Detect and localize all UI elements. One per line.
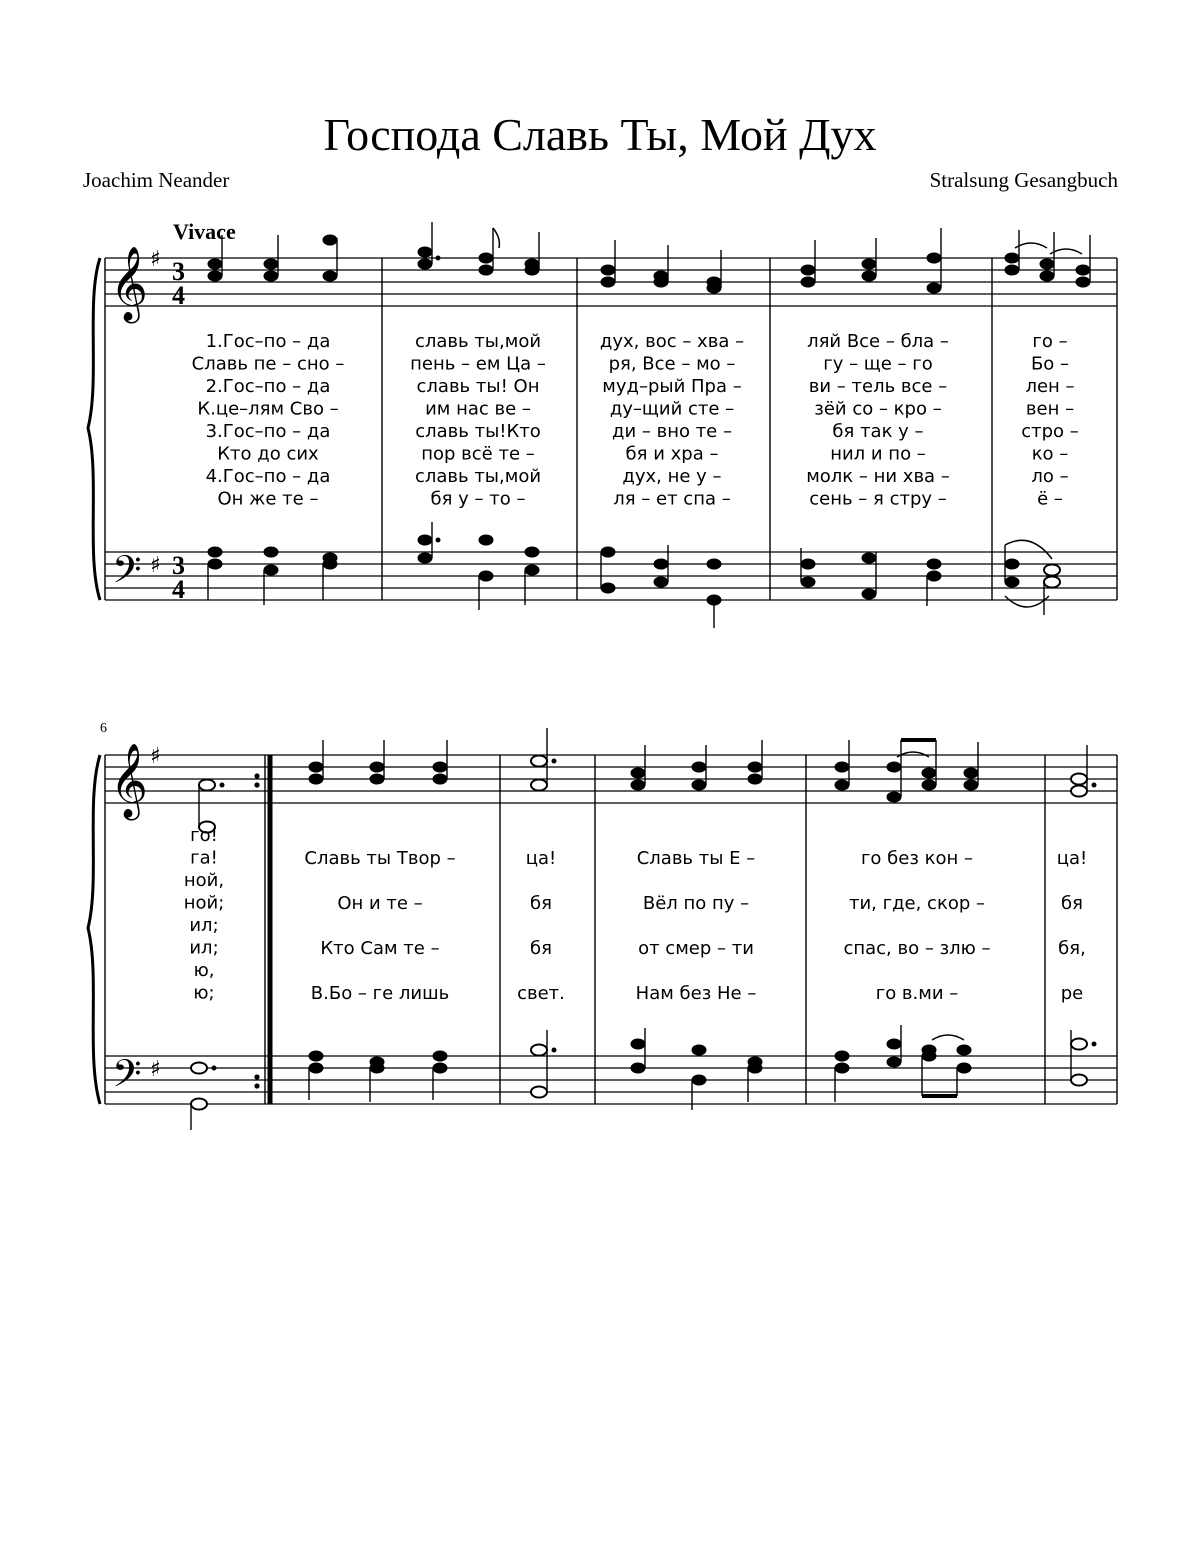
note-chord xyxy=(479,228,499,275)
note-chord xyxy=(692,745,706,790)
lyric-line: ю, xyxy=(193,960,215,981)
system2-bass-notes xyxy=(191,1025,1096,1130)
lyric-line: ил; xyxy=(189,915,219,936)
lyric-line: Он же те – xyxy=(217,488,319,510)
lyric-line: бя xyxy=(1061,893,1083,914)
dotted-half-chord xyxy=(1071,745,1096,797)
note-chord xyxy=(1005,230,1019,275)
treble-clef-icon: 𝄞 xyxy=(110,247,148,321)
dotted-half-chord xyxy=(191,1063,216,1131)
lyric-line: ло – xyxy=(1031,466,1069,487)
lyric-line: ляй Все – бла – xyxy=(807,331,949,352)
lyric-line: ре xyxy=(1060,983,1084,1004)
lyric-line: ца! xyxy=(525,848,557,869)
lyric-line: Кто Сам те – xyxy=(320,938,440,959)
lyric-line: бя у – то – xyxy=(430,488,526,510)
lyric-line: ной, xyxy=(183,870,225,891)
lyric-line: сень – я стру – xyxy=(809,488,947,510)
lyric-line: 3.Гос–по – да xyxy=(205,421,331,442)
lyric-line: 2.Гос–по – да xyxy=(205,376,331,397)
note-chord xyxy=(525,232,539,275)
lyric-line: молк – ни хва – xyxy=(806,466,950,487)
tie xyxy=(1005,596,1049,607)
note-chord xyxy=(801,240,815,287)
dotted-half-chord xyxy=(531,728,556,791)
time-signature-denominator: 4 xyxy=(172,575,185,604)
note-chord xyxy=(309,1051,323,1100)
repeat-dots xyxy=(254,773,259,1088)
note-chord xyxy=(1005,545,1019,587)
lyric-line: ви – тель все – xyxy=(808,376,948,397)
lyric-line: бя xyxy=(530,938,552,959)
sharp-icon: ♯ xyxy=(150,744,161,769)
tie xyxy=(1005,540,1052,559)
lyric-line: ко – xyxy=(1031,443,1069,465)
note-chord xyxy=(707,250,721,293)
lyric-line: стро – xyxy=(1021,421,1079,442)
sharp-icon: ♯ xyxy=(150,247,161,272)
lyric-line: го без кон – xyxy=(860,848,974,869)
note-chord xyxy=(748,740,762,784)
lyric-line: ря, Все – мо – xyxy=(608,353,736,375)
note-chord xyxy=(801,548,815,587)
lyric-line: славь ты,мой xyxy=(414,331,542,352)
lyric-line: Кто до сих xyxy=(217,443,319,465)
note-chord xyxy=(927,228,941,293)
eighth-chord xyxy=(957,1045,971,1096)
lyric-line: Бо – xyxy=(1030,353,1070,375)
lyric-line: ди – вно те – xyxy=(612,421,732,442)
lyric-line: дух, не у – xyxy=(622,466,722,487)
lyric-line: К.це–лям Сво – xyxy=(197,398,339,420)
lyric-line: бя xyxy=(530,893,552,914)
lyric-line: лен – xyxy=(1025,376,1075,397)
note-chord xyxy=(1076,235,1090,287)
note-chord xyxy=(370,740,384,784)
note-chord xyxy=(631,1028,645,1073)
time-signature-numerator: 3 xyxy=(172,551,185,580)
bass-clef-icon: 𝄢 xyxy=(112,547,142,601)
tie xyxy=(932,1035,964,1040)
tie xyxy=(1015,243,1047,248)
note-chord xyxy=(964,742,978,790)
eighth-chord xyxy=(922,740,936,790)
lyric-line: нил и по – xyxy=(830,443,926,465)
lyric-line: им нас ве – xyxy=(425,398,531,420)
lyric-line: вен – xyxy=(1025,398,1075,420)
lyric-line: зёй со – кро – xyxy=(814,398,942,420)
lyric-line: Славь ты Е – xyxy=(636,848,756,869)
lyric-line: муд–рый Пра – xyxy=(602,376,742,397)
half-note-chord xyxy=(1044,565,1060,616)
lyric-line: ду–щий сте – xyxy=(609,398,735,420)
time-signature-denominator: 4 xyxy=(172,281,185,310)
page-title: Господа Славь Ты, Мой Дух xyxy=(323,109,877,160)
dotted-half-chord xyxy=(531,1030,556,1098)
dotted-half-chord xyxy=(1071,1030,1096,1086)
note-chord xyxy=(862,238,876,281)
lyric-line: бя так у – xyxy=(832,421,924,442)
note-chord xyxy=(601,240,615,287)
lyric-line: ти, где, скор – xyxy=(849,893,985,914)
lyric-line: ю; xyxy=(193,982,215,1004)
time-signature-numerator: 3 xyxy=(172,257,185,286)
note-chord xyxy=(927,559,941,606)
lyric-line: го в.ми – xyxy=(875,983,959,1004)
note-chord xyxy=(654,545,668,587)
lyric-line: ля – ет спа – xyxy=(613,488,731,510)
system2-brace xyxy=(88,755,100,1104)
lyric-line: бя и хра – xyxy=(625,443,719,465)
lyric-line: пень – ем Ца – xyxy=(410,353,546,375)
note-chord xyxy=(418,222,440,269)
note-chord xyxy=(1040,232,1054,281)
lyric-line: ной; xyxy=(183,892,225,914)
lyric-line: Славь пе – сно – xyxy=(191,353,345,375)
lyric-line: В.Бо – ге лишь xyxy=(310,983,450,1004)
eighth-chord xyxy=(887,740,901,802)
lyric-line: ца! xyxy=(1056,848,1088,869)
lyric-line: спас, во – злю – xyxy=(843,938,991,959)
note-chord xyxy=(309,740,323,784)
composer-credit: Joachim Neander xyxy=(83,168,230,192)
lyric-line: славь ты! Он xyxy=(416,376,540,397)
measure-number: 6 xyxy=(100,721,107,736)
system2-treble-staff xyxy=(105,755,1117,803)
lyric-line: пор всё те – xyxy=(421,443,535,465)
tempo-marking: Vivace xyxy=(173,219,236,244)
system2-lyrics xyxy=(184,825,1088,1004)
lyric-line: дух, вос – хва – xyxy=(599,331,745,352)
lyric-line: Нам без Не – xyxy=(635,983,757,1004)
lyric-line: го – xyxy=(1032,331,1068,352)
system1-brace xyxy=(88,258,100,600)
note-chord xyxy=(418,522,440,563)
lyric-line: го! xyxy=(190,825,218,846)
tie xyxy=(1050,249,1082,254)
lyric-line: 1.Гос–по – да xyxy=(205,331,331,352)
source-credit: Stralsung Gesangbuch xyxy=(929,168,1118,192)
lyric-line: свет. xyxy=(517,983,565,1004)
sharp-icon: ♯ xyxy=(150,553,161,578)
system1-lyrics xyxy=(192,331,1079,510)
note-chord xyxy=(887,1025,901,1067)
lyric-line: ил; xyxy=(189,937,219,959)
note-chord xyxy=(433,1051,447,1100)
lyric-line: славь ты!Кто xyxy=(415,421,541,442)
note-chord xyxy=(835,1051,849,1102)
lyric-line: гу – ще – го xyxy=(823,353,933,375)
sharp-icon: ♯ xyxy=(150,1057,161,1082)
system2-treble-notes xyxy=(199,728,1096,833)
lyric-line: от смер – ти xyxy=(638,938,754,959)
note-chord xyxy=(835,740,849,790)
system1-bass-notes xyxy=(208,522,1060,628)
lyric-line: га! xyxy=(190,847,218,869)
lyric-line: 4.Гос–по – да xyxy=(205,466,331,487)
eighth-chord xyxy=(922,1045,936,1096)
lyric-line: Славь ты Твор – xyxy=(304,848,456,869)
treble-clef-icon: 𝄞 xyxy=(110,744,148,818)
note-chord xyxy=(479,535,493,610)
lyric-line: Он и те – xyxy=(337,893,423,914)
lyric-line: бя, xyxy=(1058,938,1086,959)
lyric-line: Вёл по пу – xyxy=(642,893,750,914)
note-chord xyxy=(707,559,721,628)
note-chord xyxy=(601,547,615,593)
note-chord xyxy=(208,547,222,600)
note-chord xyxy=(433,740,447,784)
lyric-line: славь ты,мой xyxy=(414,466,542,487)
bass-clef-icon: 𝄢 xyxy=(112,1051,142,1105)
lyric-line: ё – xyxy=(1037,488,1063,510)
note-chord xyxy=(692,1045,706,1110)
note-chord xyxy=(654,245,668,287)
